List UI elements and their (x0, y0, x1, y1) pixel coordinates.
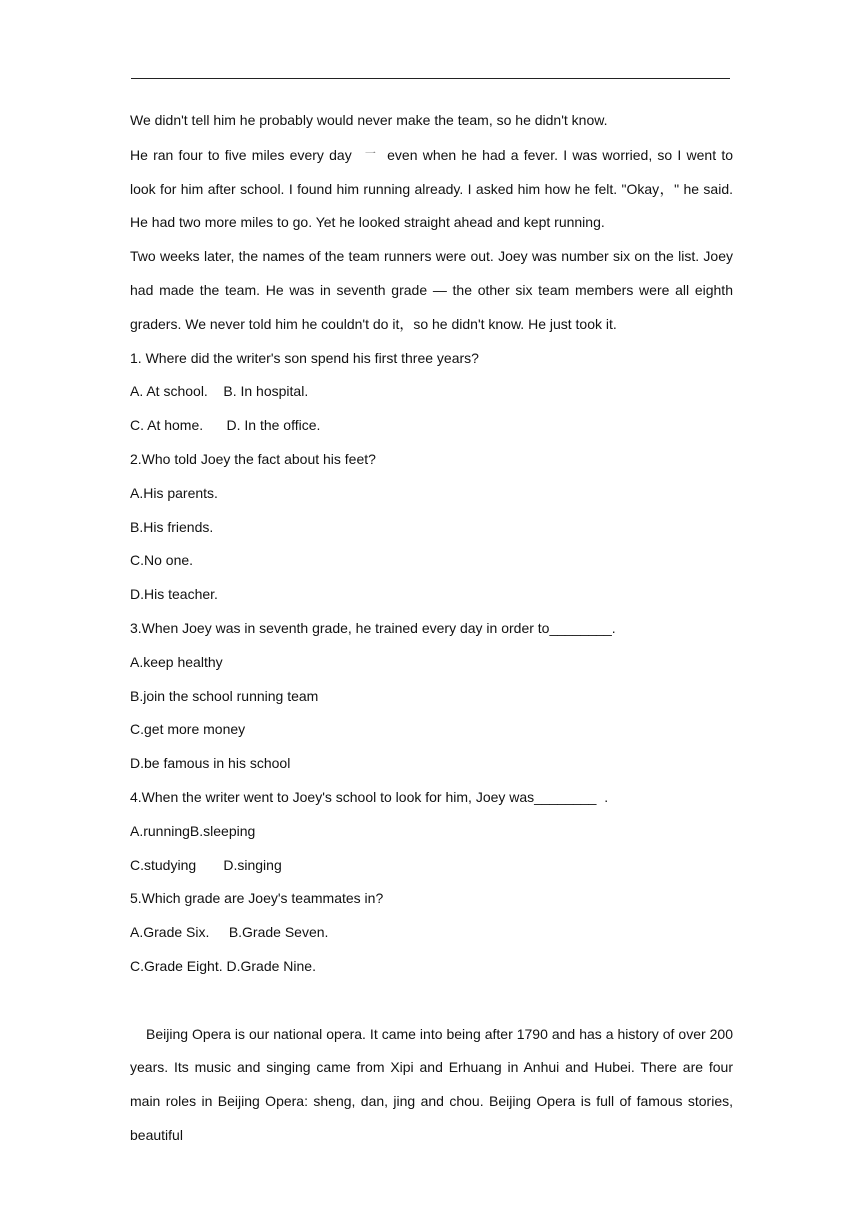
dash-mark: 一 (364, 147, 376, 160)
question-2-option-c: C.No one. (130, 552, 194, 569)
question-3-option-c: C.get more money (130, 721, 246, 738)
section-gap (130, 984, 733, 1018)
question-2-option-a: A.His parents. (130, 484, 218, 501)
question-3-option-a: A.keep healthy (130, 653, 223, 670)
passage-paragraph-1: We didn't tell him he probably would never make the team, so he didn't know. (130, 112, 608, 128)
question-5-options-row-2: C.Grade Eight. D.Grade Nine. (130, 957, 316, 974)
question-5-options-row-1: A.Grade Six. B.Grade Seven. (130, 924, 329, 941)
question-5-stem: 5.Which grade are Joey's teammates in? (130, 890, 384, 907)
question-2-stem: 2.Who told Joey the fact about his feet? (130, 450, 376, 467)
passage-paragraph-2 (130, 138, 733, 240)
paragraph-2-text-start: He ran four to five miles every day (130, 146, 357, 163)
question-4-options-row-2: C.studying D.singing (130, 856, 282, 873)
question-2-option-b: B.His friends. (130, 518, 214, 535)
document-body (130, 104, 733, 1153)
question-3-option-b: B.join the school running team (130, 687, 319, 704)
header-rule (131, 78, 730, 79)
question-1-options-row-1: A. At school. B. In hospital. (130, 383, 309, 400)
question-2-option-d: D.His teacher. (130, 586, 218, 603)
question-4-options-row-1: A.runningB.sleeping (130, 822, 256, 839)
question-3-option-d: D.be famous in his school (130, 755, 291, 772)
paragraph-2-text-end: even when he had a fever. I was worried, so I went to look for him after school. I found him running already. I asked him how he felt. "Okay，" he said. He had two more miles to go. Yet he looked straight ahead and kept running. (130, 146, 734, 231)
question-1-options-row-2: C. At home. D. In the office. (130, 417, 321, 434)
passage-paragraph-3: Two weeks later, the names of the team runners were out. Joey was number six on the list. Joey had made the team. He was in seventh grade — the other six team members were all eighth graders. We never told him he couldn't do it，so he didn't know. He just took it. (130, 248, 733, 332)
question-1-stem: 1. Where did the writer's son spend his first three years? (130, 349, 479, 366)
question-3-stem: 3.When Joey was in seventh grade, he trained every day in order to________. (130, 619, 616, 636)
question-4-stem: 4.When the writer went to Joey's school to look for him, Joey was________ . (130, 788, 609, 805)
passage-2-paragraph-1: Beijing Opera is our national opera. It came into being after 1790 and has a history of over 200 years. Its music and singing came from Xipi and Erhuang in Anhui and Hubei. There are four main roles in Beijing Opera: sheng, dan, jing and chou. Beijing Opera is full of famous stories, beautiful (130, 1025, 733, 1143)
